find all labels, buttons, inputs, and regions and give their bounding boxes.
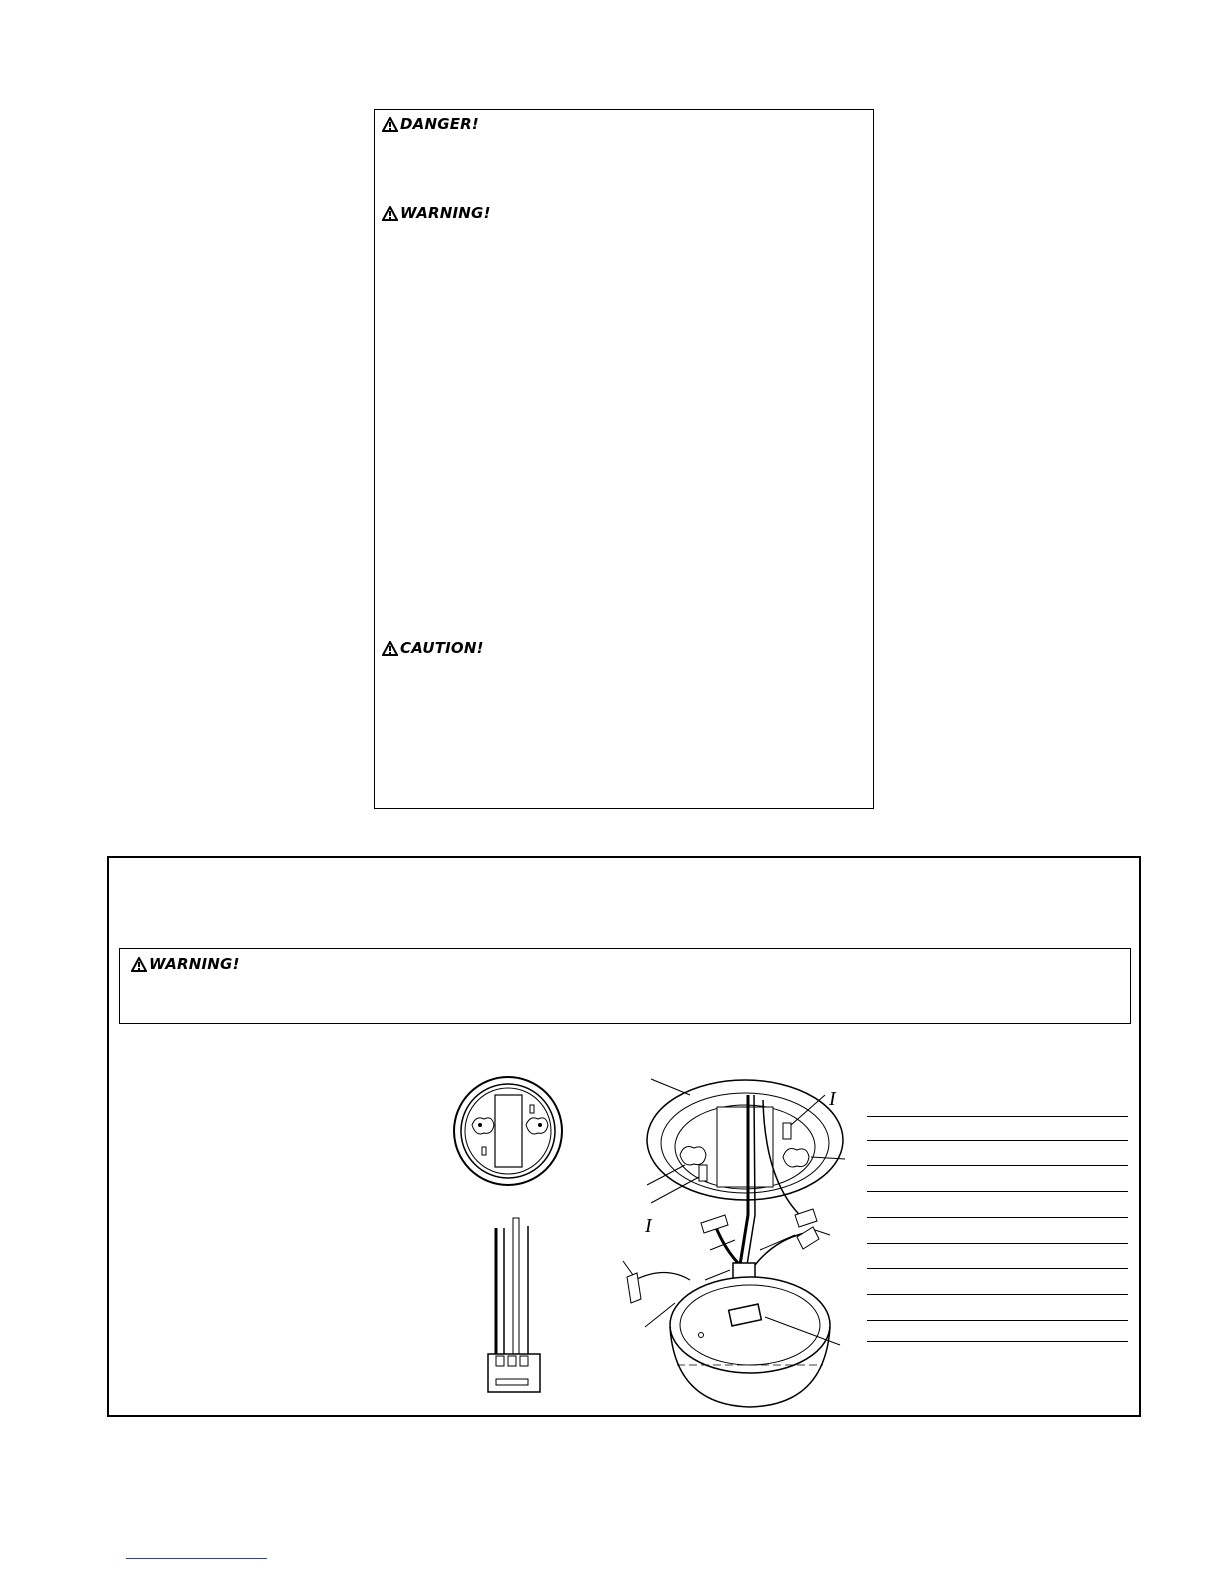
warning-heading [382, 204, 491, 222]
installation-warning-box [119, 948, 1131, 1024]
callout-i-top: I [829, 1088, 836, 1110]
parts-label-line [867, 1116, 1128, 1117]
warning-triangle-icon [382, 117, 398, 132]
parts-label-line [867, 1320, 1128, 1321]
warning-triangle-icon [382, 206, 398, 221]
parts-label-line [867, 1268, 1128, 1269]
caution-label: CAUTION! [400, 639, 484, 657]
installation-warning-heading [131, 955, 240, 973]
warning-label: WARNING! [400, 204, 491, 222]
parts-label-line [867, 1217, 1128, 1218]
danger-label: DANGER! [400, 115, 479, 133]
parts-label-line [867, 1294, 1128, 1295]
parts-label-line [867, 1341, 1128, 1342]
mounting-plate-figure [452, 1075, 564, 1187]
parts-label-line [867, 1243, 1128, 1244]
installation-warning-label: WARNING! [149, 955, 240, 973]
warning-triangle-icon [131, 957, 147, 972]
warning-triangle-icon [382, 641, 398, 656]
parts-label-line [867, 1165, 1128, 1166]
footer-link-underline[interactable] [126, 1558, 267, 1559]
caution-heading [382, 639, 484, 657]
parts-label-line [867, 1191, 1128, 1192]
wiring-harness-figure [484, 1216, 544, 1396]
detector-installation-figure [605, 1065, 860, 1415]
parts-label-line [867, 1140, 1128, 1141]
callout-i-left: I [645, 1215, 652, 1237]
danger-heading [382, 115, 479, 133]
